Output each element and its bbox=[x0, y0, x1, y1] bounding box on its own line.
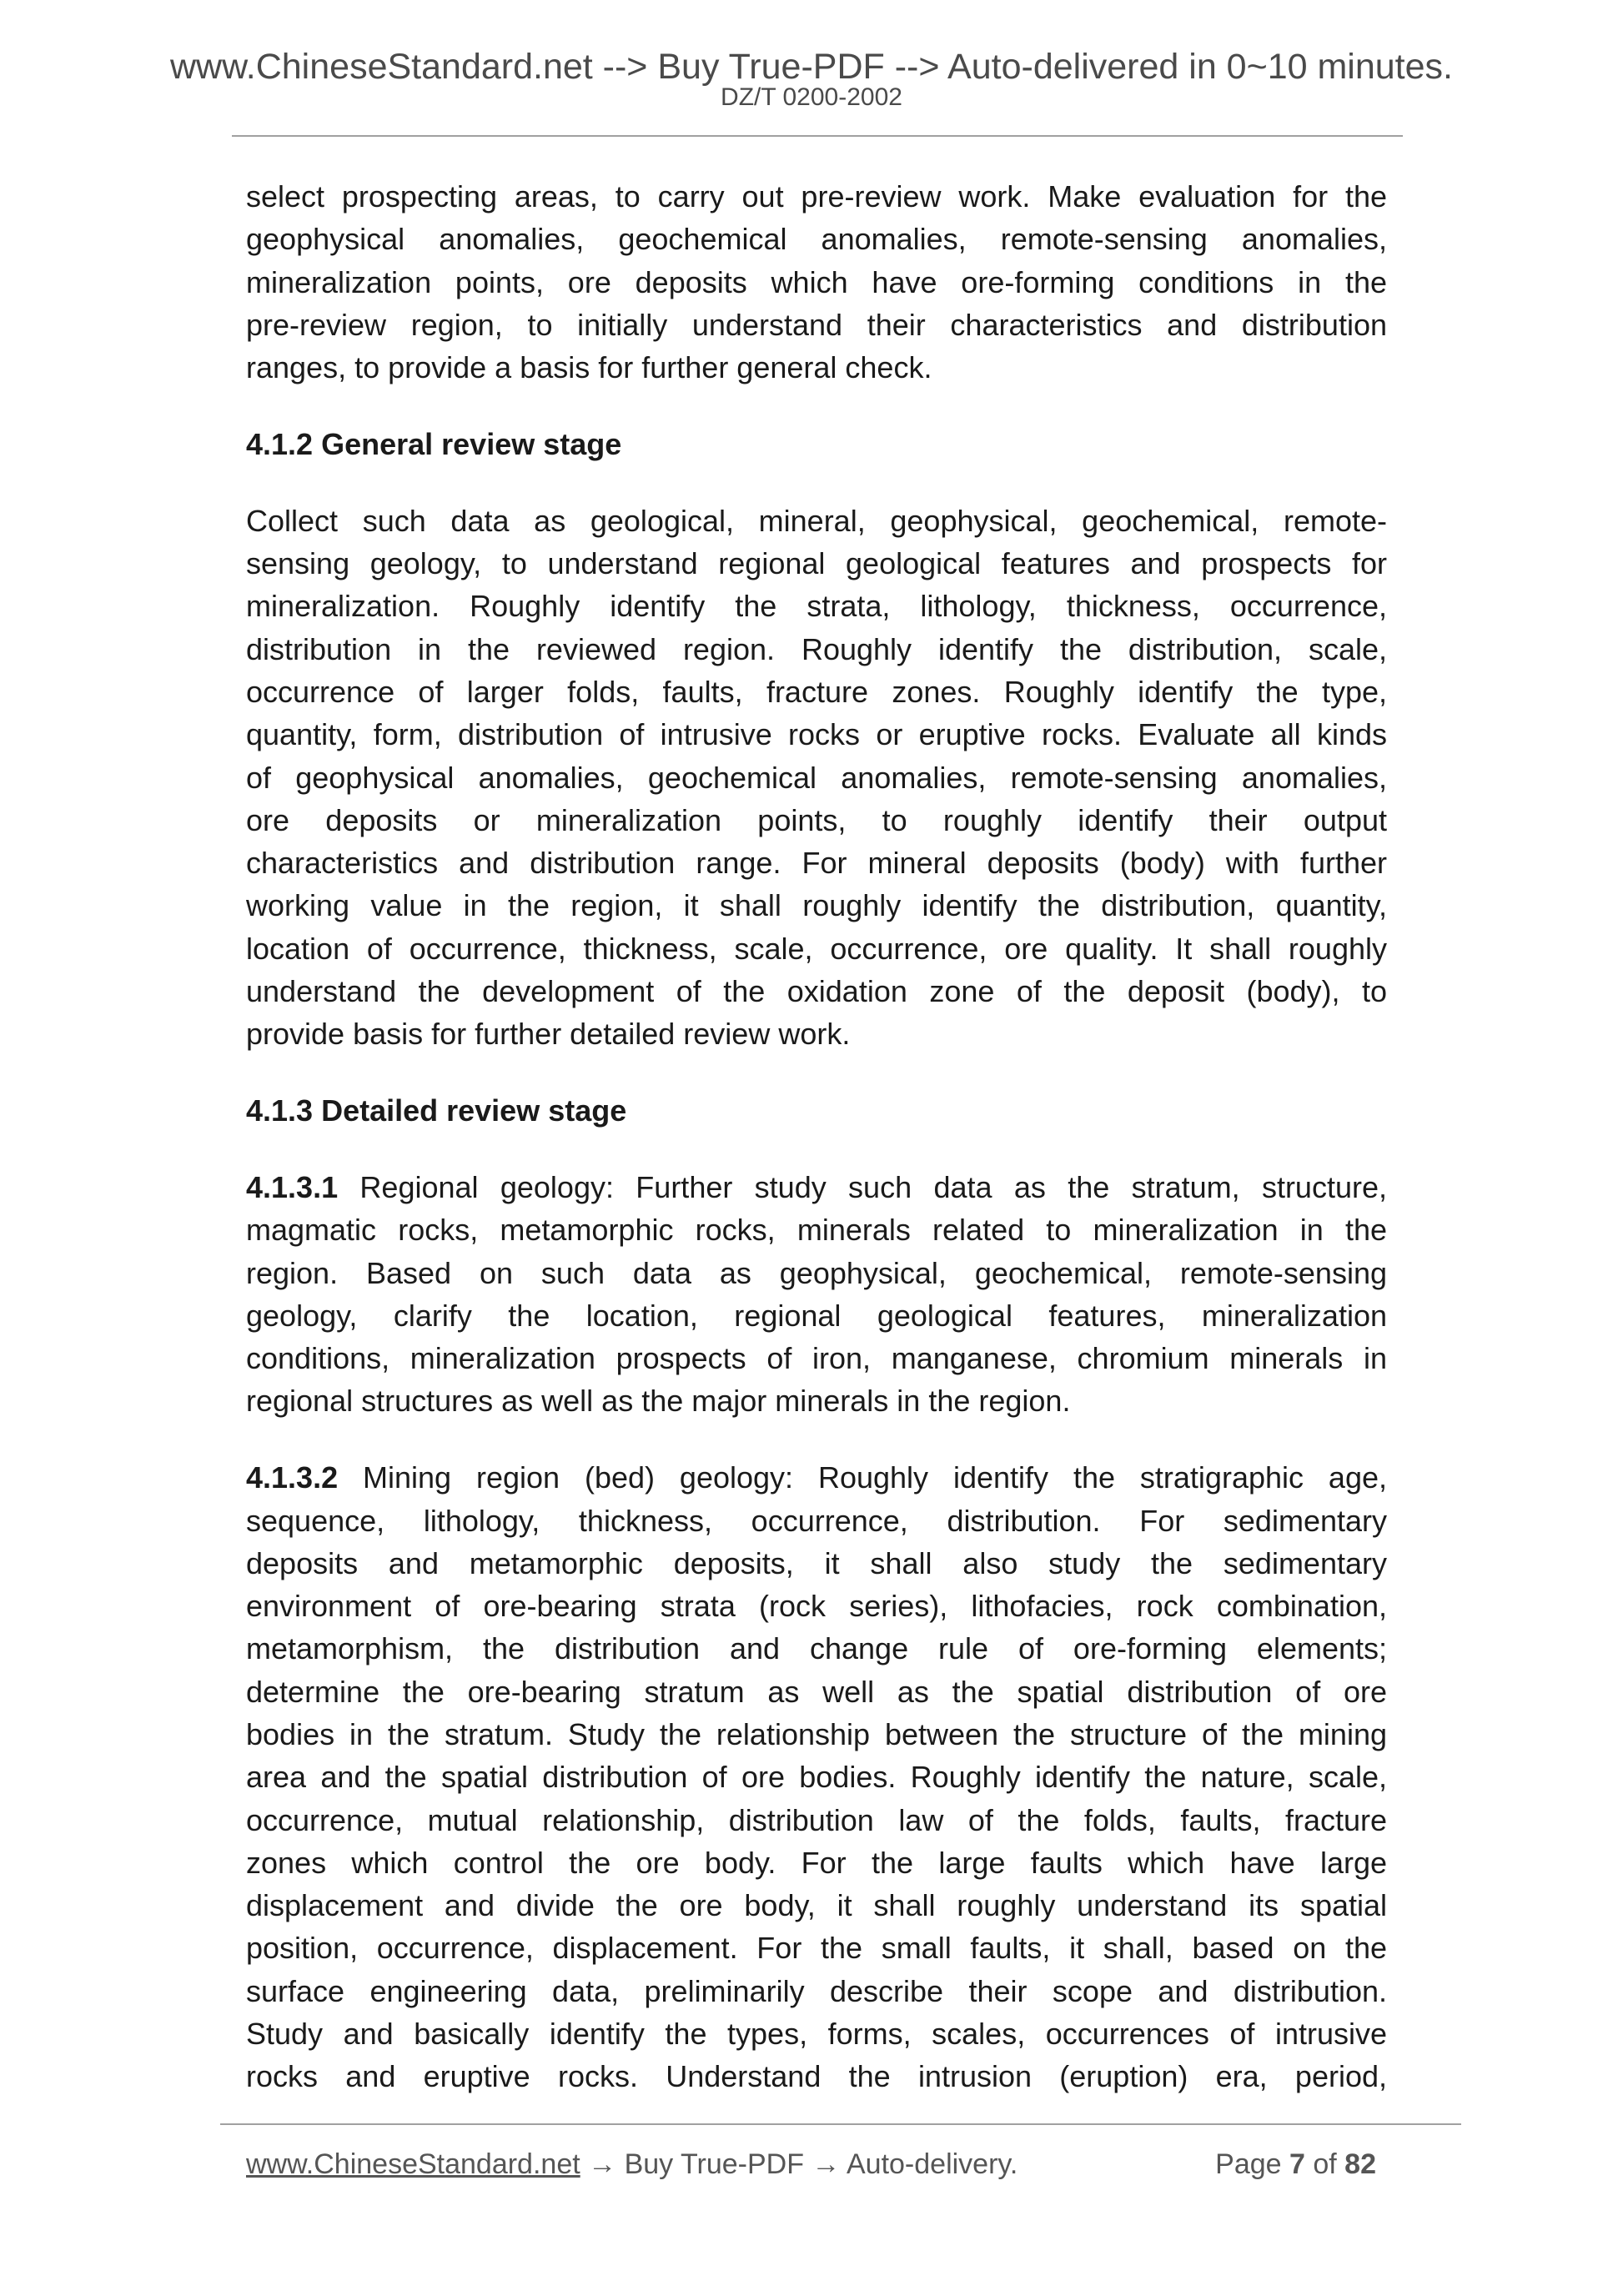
text-line bbox=[246, 1337, 1387, 1379]
text-line bbox=[246, 261, 1387, 304]
line-text: bodies in the stratum. Study the relationship between the structure of the mining bbox=[246, 1717, 1387, 1751]
of-label: of bbox=[1304, 2148, 1345, 2180]
paragraph bbox=[246, 175, 1387, 389]
line-text: location of occurrence, thickness, scale, occurrence, ore quality. It shall roughly bbox=[246, 931, 1387, 966]
header-divider bbox=[232, 135, 1403, 137]
line-text: geology, clarify the location, regional geological features, mineralization bbox=[246, 1298, 1387, 1333]
line-text: sequence, lithology, thickness, occurrence, distribution. For sedimentary bbox=[246, 1503, 1387, 1538]
line-text: rocks and eruptive rocks. Understand the intrusion (eruption) era, period, bbox=[246, 2059, 1387, 2094]
line-text: area and the spatial distribution of ore bodies. Roughly identify the nature, scale, bbox=[246, 1760, 1387, 1795]
page-total: 82 bbox=[1344, 2148, 1376, 2180]
text-line bbox=[246, 1671, 1387, 1713]
line-text: understand the development of the oxidation zone of the deposit (body), to bbox=[246, 974, 1387, 1009]
line-text: distribution in the reviewed region. Roughly identify the distribution, scale, bbox=[246, 631, 1387, 666]
line-text: occurrence, mutual relationship, distribution law of the folds, faults, fracture bbox=[246, 1802, 1387, 1837]
page-indicator bbox=[1215, 2147, 1376, 2182]
page-label: Page bbox=[1215, 2148, 1289, 2180]
text-line bbox=[246, 1542, 1387, 1585]
text-line bbox=[246, 970, 1387, 1012]
section-heading bbox=[246, 423, 1387, 465]
line-text: Mining region (bed) geology: Roughly identify the stratigraphic age, bbox=[338, 1460, 1387, 1495]
text-line bbox=[246, 585, 1387, 627]
line-text: characteristics and distribution range. For mineral deposits (body) with further bbox=[246, 846, 1387, 881]
page-number: 7 bbox=[1289, 2148, 1305, 2180]
line-text: Study and basically identify the types, forms, scales, occurrences of intrusive bbox=[246, 2017, 1387, 2052]
text-line bbox=[246, 175, 1387, 218]
text-line bbox=[246, 1713, 1387, 1756]
text-line bbox=[246, 671, 1387, 713]
line-text: conditions, mineralization prospects of iron, manganese, chromium minerals in bbox=[246, 1341, 1387, 1376]
text-line bbox=[246, 2012, 1387, 2055]
text-line bbox=[246, 1252, 1387, 1294]
text-line bbox=[246, 628, 1387, 671]
text-line bbox=[246, 1208, 1387, 1251]
text-line bbox=[246, 1927, 1387, 1969]
text-line bbox=[246, 1627, 1387, 1670]
line-text: region. Based on such data as geophysical, geochemical, remote-sensing bbox=[246, 1255, 1387, 1290]
text-line bbox=[246, 542, 1387, 585]
text-line bbox=[246, 346, 1387, 389]
text-line bbox=[246, 713, 1387, 756]
line-text: Collect such data as geological, mineral, geophysical, geochemical, remote- bbox=[246, 503, 1387, 538]
text-line bbox=[246, 1970, 1387, 2012]
line-text: displacement and divide the ore body, it shall roughly understand its spatial bbox=[246, 1888, 1387, 1923]
page-footer bbox=[246, 2147, 1376, 2182]
line-text: quantity, form, distribution of intrusive rocks or eruptive rocks. Evaluate all kinds bbox=[246, 717, 1387, 752]
line-text: zones which control the ore body. For the large faults which have large bbox=[246, 1845, 1387, 1880]
text-line bbox=[246, 1379, 1387, 1422]
clause-number: 4.1.3.1 bbox=[246, 1169, 339, 1204]
text-line bbox=[246, 1166, 1387, 1208]
clause-number: 4.1.3.2 bbox=[246, 1460, 339, 1495]
line-text: provide basis for further detailed review work. bbox=[246, 1017, 851, 1052]
text-line bbox=[246, 1456, 1387, 1499]
line-text: Regional geology: Further study such data as the stratum, structure, bbox=[338, 1169, 1387, 1204]
footer-divider bbox=[220, 2123, 1461, 2125]
text-line bbox=[246, 2055, 1387, 2098]
text-line bbox=[246, 1884, 1387, 1927]
line-text: occurrence of larger folds, faults, fracture zones. Roughly identify the type, bbox=[246, 674, 1387, 709]
text-line bbox=[246, 304, 1387, 346]
line-text: magmatic rocks, metamorphic rocks, minerals related to mineralization in the bbox=[246, 1213, 1387, 1248]
section-heading bbox=[246, 1089, 1387, 1132]
line-text: ranges, to provide a basis for further general check. bbox=[246, 350, 932, 385]
line-text: position, occurrence, displacement. For the small faults, it shall, based on the bbox=[246, 1931, 1387, 1966]
line-text: sensing geology, to understand regional geological features and prospects for bbox=[246, 546, 1387, 581]
paragraph bbox=[246, 500, 1387, 1056]
line-text: 4.1.3 Detailed review stage bbox=[246, 1093, 627, 1128]
text-line bbox=[246, 1799, 1387, 1841]
text-line bbox=[246, 799, 1387, 842]
standard-code: DZ/T 0200-2002 bbox=[721, 83, 902, 111]
line-text: working value in the region, it shall roughly identify the distribution, quantity, bbox=[246, 888, 1387, 923]
text-line bbox=[246, 927, 1387, 970]
footer-tagline: → Buy True-PDF → Auto-delivery. bbox=[580, 2148, 1018, 2180]
text-line bbox=[246, 842, 1387, 884]
text-line bbox=[246, 1294, 1387, 1337]
line-text: select prospecting areas, to carry out pre-review work. Make evaluation for the bbox=[246, 179, 1387, 214]
text-line bbox=[246, 1012, 1387, 1055]
text-line bbox=[246, 218, 1387, 260]
line-text: regional structures as well as the major minerals in the region. bbox=[246, 1384, 1071, 1419]
line-text: 4.1.2 General review stage bbox=[246, 426, 622, 461]
line-text: geophysical anomalies, geochemical anomalies, remote-sensing anomalies, bbox=[246, 222, 1387, 257]
text-line bbox=[246, 884, 1387, 927]
text-line bbox=[246, 1089, 1387, 1132]
text-line bbox=[246, 1841, 1387, 1884]
line-text: determine the ore-bearing stratum as well as the spatial distribution of ore bbox=[246, 1674, 1387, 1709]
footer-site-link[interactable]: www.ChineseStandard.net bbox=[246, 2148, 580, 2180]
document-body bbox=[246, 175, 1387, 2132]
line-text: surface engineering data, preliminarily describe their scope and distribution. bbox=[246, 1973, 1387, 2008]
header-banner: www.ChineseStandard.net --> Buy True-PDF --> Auto-delivered in 0~10 minutes. bbox=[169, 47, 1453, 87]
line-text: mineralization points, ore deposits which have ore-forming conditions in the bbox=[246, 264, 1387, 299]
paragraph bbox=[246, 1456, 1387, 2098]
line-text: mineralization. Roughly identify the strata, lithology, thickness, occurrence, bbox=[246, 589, 1387, 624]
line-text: environment of ore-bearing strata (rock series), lithofacies, rock combination, bbox=[246, 1589, 1387, 1624]
text-line bbox=[246, 423, 1387, 465]
text-line bbox=[246, 1756, 1387, 1798]
line-text: deposits and metamorphic deposits, it shall also study the sedimentary bbox=[246, 1545, 1387, 1580]
paragraph bbox=[246, 1166, 1387, 1423]
line-text: metamorphism, the distribution and change rule of ore-forming elements; bbox=[246, 1631, 1387, 1666]
text-line bbox=[246, 1585, 1387, 1627]
text-line bbox=[246, 756, 1387, 799]
text-line bbox=[246, 500, 1387, 542]
text-line bbox=[246, 1500, 1387, 1542]
line-text: ore deposits or mineralization points, to roughly identify their output bbox=[246, 802, 1387, 837]
line-text: of geophysical anomalies, geochemical anomalies, remote-sensing anomalies, bbox=[246, 760, 1387, 795]
line-text: pre-review region, to initially understand their characteristics and distribution bbox=[246, 307, 1387, 342]
